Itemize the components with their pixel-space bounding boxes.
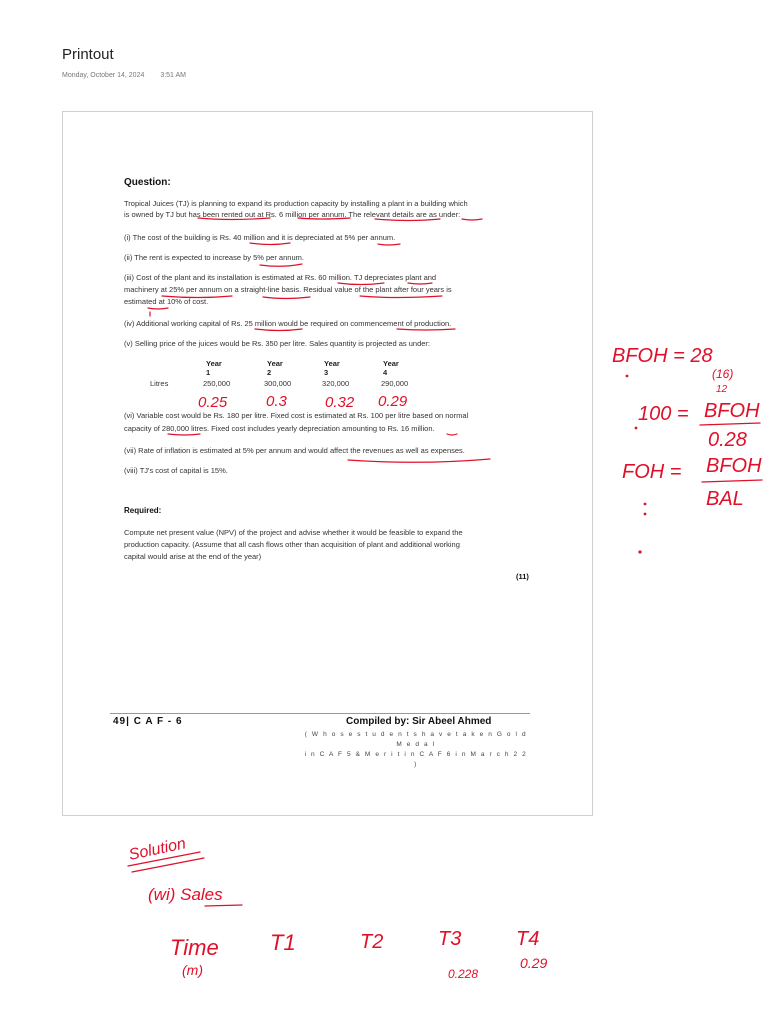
note-year-4: 0.29 bbox=[378, 393, 408, 410]
bullet-5 bbox=[638, 550, 641, 553]
footer-note-line-2: i n C A F 5 & M e r i t i n C A F 6 i n M a r c h 2 2 ) bbox=[304, 751, 528, 768]
table-cell-year-2: 300,000 bbox=[264, 379, 292, 388]
time-unit: (m) bbox=[182, 962, 203, 978]
underline-10-percent bbox=[148, 308, 168, 309]
period-t1: T1 bbox=[270, 930, 296, 955]
underline-straight-line bbox=[263, 297, 310, 299]
underline-relevant-details bbox=[375, 219, 440, 221]
table-cell-year-3: 320,000 bbox=[322, 379, 350, 388]
table-cell-year-4: 290,000 bbox=[381, 379, 409, 388]
underline-inflation bbox=[348, 459, 490, 462]
bullet-3 bbox=[644, 503, 647, 506]
side-bal-den: BAL bbox=[706, 488, 744, 510]
item-3-line-2: machinery at 25% per annum on a straight-line basis. Residual value of the plant after four years is bbox=[124, 285, 452, 294]
note-year-1: 0.25 bbox=[198, 394, 228, 411]
table-header-year-1: Year 1 bbox=[206, 359, 222, 377]
bullet-4 bbox=[644, 513, 647, 516]
underline-rented-out bbox=[198, 218, 270, 220]
bottom-note-2: 0.29 bbox=[520, 955, 548, 971]
bullet-2 bbox=[635, 427, 638, 430]
workings-sales: (wi) Sales bbox=[148, 885, 223, 904]
item-6-line-2: capacity of 280,000 litres. Fixed cost includes yearly depreciation amounting to Rs. 16 million. bbox=[124, 424, 435, 433]
fraction-bar-1 bbox=[700, 423, 760, 425]
underline-16 bbox=[447, 434, 457, 435]
intro-line-1: Tropical Juices (TJ) is planning to expand its production capacity by installing a plant in a building which bbox=[124, 199, 468, 208]
side-028-den: 0.28 bbox=[708, 429, 747, 451]
side-100-equals: 100 = bbox=[638, 403, 689, 425]
item-5: (v) Selling price of the juices would be Rs. 350 per litre. Sales quantity is projected as under: bbox=[124, 339, 430, 348]
underline-residual bbox=[360, 296, 442, 298]
underline-60-million bbox=[338, 283, 384, 285]
period-t2: T2 bbox=[360, 931, 384, 953]
marks: (11) bbox=[516, 572, 529, 581]
underline-as bbox=[462, 219, 482, 220]
item-3-line-3: estimated at 10% of cost. bbox=[124, 297, 209, 306]
page-title: Printout bbox=[62, 46, 114, 63]
sales-underline bbox=[205, 905, 242, 906]
fraction-bar-2 bbox=[702, 480, 762, 482]
underline-6-million bbox=[298, 218, 350, 219]
side-foh-equals: FOH = bbox=[622, 461, 682, 483]
note-year-3: 0.32 bbox=[325, 394, 355, 411]
side-bfoh-num: BFOH bbox=[704, 400, 760, 422]
table-header-year-3: Year 3 bbox=[324, 359, 340, 377]
side-sub-12: 12 bbox=[716, 384, 728, 395]
page-time: 3:51 AM bbox=[160, 72, 187, 79]
underline-5-percent bbox=[378, 244, 400, 245]
underline-depreciates bbox=[408, 283, 432, 284]
bullet-1 bbox=[626, 375, 629, 378]
period-t4: T4 bbox=[516, 928, 540, 950]
page-date: Monday, October 14, 2024 bbox=[62, 72, 145, 79]
time-label: Time bbox=[170, 935, 219, 960]
underline-25-percent bbox=[162, 296, 232, 298]
footer-page-number: 49| C A F - 6 bbox=[113, 716, 183, 727]
side-bfoh-28: BFOH = 28 bbox=[612, 345, 713, 367]
item-3-line-1: (iii) Cost of the plant and its installation is estimated at Rs. 60 million. TJ depreciates plant and bbox=[124, 273, 437, 282]
question-heading: Question: bbox=[124, 177, 171, 188]
required-line-1: Compute net present value (NPV) of the project and advise whether it would be feasible to expand the bbox=[124, 528, 463, 537]
table-header-year-4: Year 4 bbox=[383, 359, 399, 377]
underline-40-million bbox=[250, 243, 290, 245]
table-cell-year-1: 250,000 bbox=[203, 379, 231, 388]
required-line-2: production capacity. (Assume that all cash flows other than acquisition of plant and additional working bbox=[124, 540, 460, 549]
item-1: (i) The cost of the building is Rs. 40 million and it is depreciated at 5% per annum. bbox=[124, 233, 396, 242]
required-heading: Required: bbox=[124, 506, 162, 515]
table-header-year-2: Year 2 bbox=[267, 359, 283, 377]
underline-commencement bbox=[397, 329, 455, 330]
item-7: (vii) Rate of inflation is estimated at 5% per annum and would affect the revenues as well as expenses. bbox=[124, 446, 465, 455]
item-6-line-1: (vi) Variable cost would be Rs. 180 per litre. Fixed cost is estimated at Rs. 100 per litre based on normal bbox=[124, 411, 469, 420]
item-8: (viii) TJ's cost of capital is 15%. bbox=[124, 466, 228, 475]
item-4: (iv) Additional working capital of Rs. 25 million would be required on commencement of production. bbox=[124, 319, 452, 328]
item-2: (ii) The rent is expected to increase by 5% per annum. bbox=[124, 253, 304, 262]
table-row-label: Litres bbox=[150, 379, 169, 388]
note-year-2: 0.3 bbox=[266, 393, 287, 410]
required-line-3: capital would arise at the end of the year) bbox=[124, 552, 262, 561]
underline-25-million bbox=[255, 329, 302, 331]
side-sub-16: (16) bbox=[712, 367, 734, 381]
underline-5-percent-rent bbox=[260, 264, 302, 266]
bottom-note-1: 0.228 bbox=[448, 967, 479, 981]
underline-280000 bbox=[168, 434, 200, 435]
footer-compiled-by: Compiled by: Sir Abeel Ahmed bbox=[346, 716, 492, 727]
solution-label: Solution bbox=[127, 835, 188, 864]
intro-line-2: is owned by TJ but has been rented out at Rs. 6 million per annum. The relevant details are as under: bbox=[124, 210, 461, 219]
period-t3: T3 bbox=[438, 928, 462, 950]
footer-note-line-1: ( W h o s e s t u d e n t s h a v e t a k e n G o l d M e d a l bbox=[304, 731, 528, 748]
side-bfoh-num-2: BFOH bbox=[706, 455, 762, 477]
